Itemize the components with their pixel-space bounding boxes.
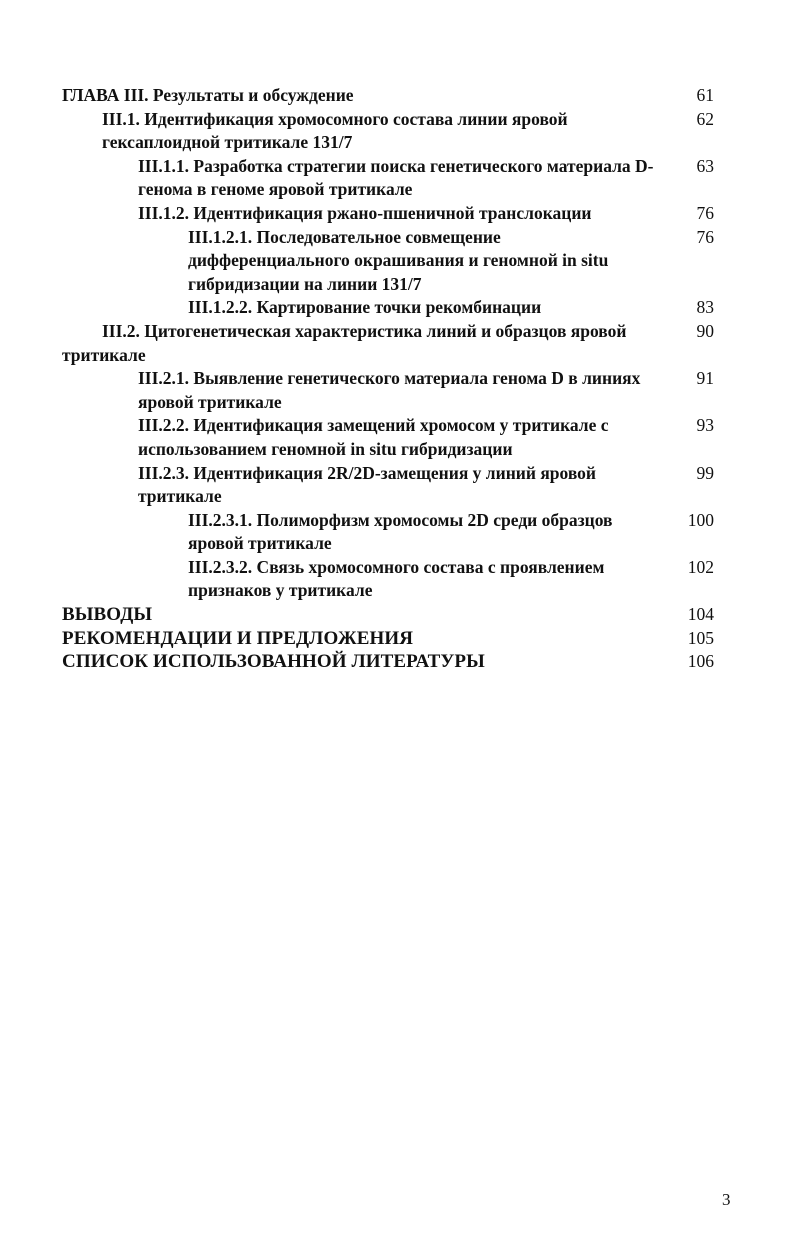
toc-entry-title: III.2.3.1. Полиморфизм хромосомы 2D среди образцов яровой тритикале	[188, 509, 613, 554]
toc-entry-page: 63	[696, 155, 714, 176]
toc-entry-page: 99	[696, 462, 714, 483]
page-number: 3	[722, 1190, 731, 1209]
toc-entry	[0, 226, 793, 297]
toc-entry-page: 91	[696, 368, 714, 389]
toc-entry-title: III.1.2. Идентификация ржано-пшеничной транслокации	[138, 202, 592, 223]
toc-entry-page: 100	[687, 509, 714, 530]
toc-entry-title: III.2.3.2. Связь хромосомного состава с проявлением признаков у тритикале	[188, 556, 605, 601]
toc-entry-page: 76	[696, 226, 714, 247]
toc-entry-title: III.1.2.1. Последовательное совмещение дифференциального окрашивания и геномной in situ гибридизации на линии 131/7	[188, 226, 609, 294]
toc-entry-title: III.1. Идентификация хромосомного состава линии яровой гексаплоидной тритикале 131/7	[102, 108, 568, 153]
toc-entry-title: РЕКОМЕНДАЦИИ И ПРЕДЛОЖЕНИЯ	[62, 627, 414, 649]
toc-entry-title: СПИСОК ИСПОЛЬЗОВАННОЙ ЛИТЕРАТУРЫ	[62, 651, 485, 673]
toc-entry-page: 90	[696, 320, 714, 341]
toc-entry	[0, 603, 793, 627]
toc-entry	[0, 108, 793, 155]
toc-entry	[0, 556, 793, 603]
toc-entry-title: III.2. Цитогенетическая характеристика линий и образцов яровой тритикале	[62, 320, 627, 365]
toc-entry-page: 106	[687, 651, 714, 672]
toc-entry-title: III.1.2.2. Картирование точки рекомбинации	[188, 297, 542, 318]
toc-entry-title: III.1.1. Разработка стратегии поиска генетического материала D-генома в геноме яровой тритикале	[138, 155, 654, 200]
toc-entry-page: 104	[687, 604, 714, 625]
toc-entry-page: 105	[687, 627, 714, 648]
toc-entry	[0, 509, 793, 556]
toc-entry	[0, 296, 793, 320]
toc-entry	[0, 202, 793, 226]
toc-entry	[0, 320, 793, 367]
toc-entry-page: 61	[696, 85, 714, 105]
toc-entry-page: 83	[696, 297, 714, 318]
toc-entry-page: 93	[696, 415, 714, 436]
table-of-contents	[0, 84, 793, 674]
toc-entry	[0, 367, 793, 414]
toc-entry-page: 102	[687, 556, 714, 577]
toc-entry-page: 76	[696, 202, 714, 223]
toc-entry-title: III.2.1. Выявление генетического материала генома D в линиях яровой тритикале	[138, 368, 641, 412]
toc-entry-title: III.2.2. Идентификация замещений хромосом у тритикале с использованием геномной in situ гибридизации	[138, 415, 609, 459]
toc-entry-title: ГЛАВА III. Результаты и обсуждение	[62, 85, 354, 105]
toc-entry-title: III.2.3. Идентификация 2R/2D-замещения у линий яровой тритикале	[138, 462, 597, 507]
toc-entry	[0, 414, 793, 461]
toc-entry	[0, 650, 793, 674]
toc-entry	[0, 462, 793, 509]
toc-entry-title: ВЫВОДЫ	[62, 604, 153, 626]
toc-entry	[0, 84, 793, 108]
toc-entry	[0, 627, 793, 651]
toc-entry-page: 62	[696, 108, 714, 129]
toc-entry	[0, 155, 793, 202]
